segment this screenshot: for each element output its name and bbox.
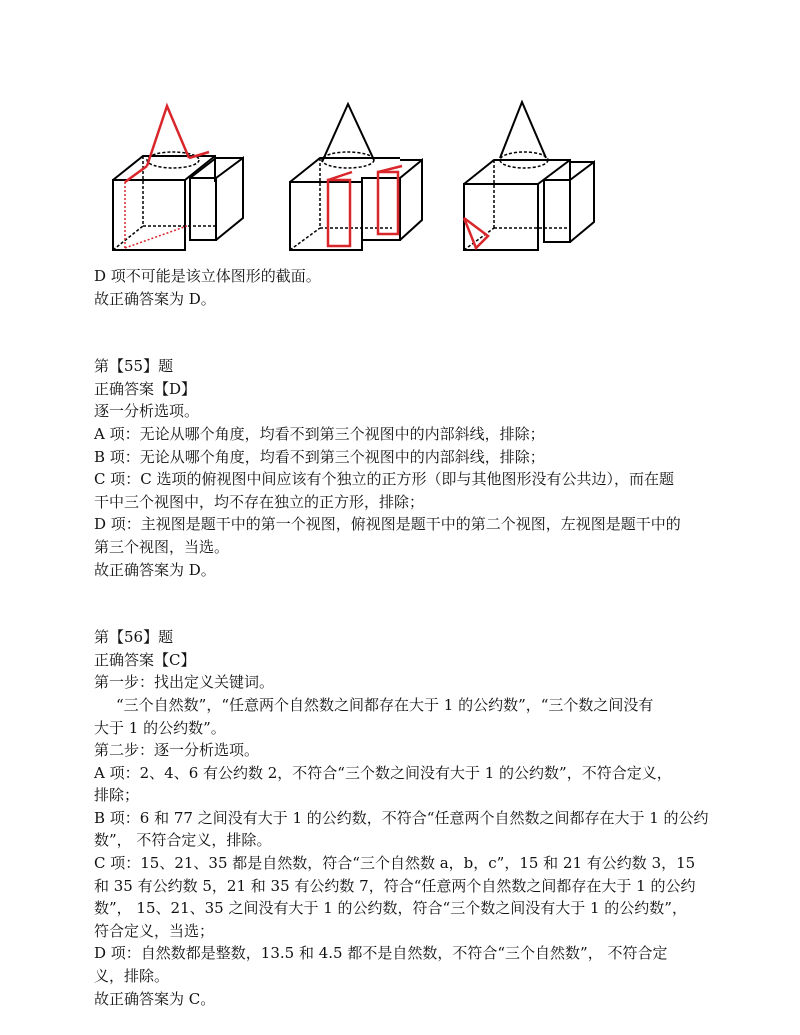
text-line: 符合定义，当选； <box>94 921 215 940</box>
text-line: 干中三个视图中，均不存在独立的正方形，排除； <box>94 492 425 511</box>
option-b-analysis: B 项：无论从哪个角度，均看不到第三个视图中的内部斜线，排除； <box>94 447 545 466</box>
option-d-analysis: D 项：自然数都是整数，13.5 和 4.5 都不是自然数，不符合“三个自然数”， 不符合定 <box>94 944 668 963</box>
figure-3 <box>458 100 618 260</box>
text-line: 数”， 不符合定义，排除。 <box>94 831 272 850</box>
figure-1 <box>105 100 265 260</box>
question-55-answer: 正确答案【D】 <box>94 379 197 398</box>
answer-text <box>94 265 714 1010</box>
question-56-title: 第【56】题 <box>94 628 174 647</box>
question-55-title: 第【55】题 <box>94 357 174 376</box>
option-c-analysis: C 项：C 选项的俯视图中间应该有个独立的正方形（即与其他图形没有公共边），而在题 <box>94 470 674 489</box>
text-line: 逐一分析选项。 <box>94 402 200 421</box>
step-two: 第二步：逐一分析选项。 <box>94 741 260 760</box>
option-c-analysis: C 项：15、21、35 都是自然数，符合“三个自然数 a，b，c”，15 和 21 有公约数 3，15 <box>94 854 696 873</box>
option-a-analysis: A 项：无论从哪个角度，均看不到第三个视图中的内部斜线，排除； <box>94 424 545 443</box>
text-line: 和 35 有公约数 5，21 和 35 有公约数 7，符合“任意两个自然数之间都存在大于 1 的公约 <box>94 876 696 895</box>
text-line: 数”， 15、21、35 之间没有大于 1 的公约数，符合“三个数之间没有大于 1 的公约数”， <box>94 899 687 918</box>
text-line: 大于 1 的公约数”。 <box>94 718 226 737</box>
text-line: 义，排除。 <box>94 967 170 986</box>
option-b-analysis: B 项：6 和 77 之间没有大于 1 的公约数，不符合“任意两个自然数之间都存在大于 1 的公约 <box>94 808 709 827</box>
figure-2 <box>282 100 442 260</box>
figure-row <box>100 100 700 260</box>
keywords-line: “三个自然数”，“任意两个自然数之间都存在大于 1 的公约数”，“三个数之间没有 <box>116 695 654 714</box>
option-d-analysis: D 项：主视图是题干中的第一个视图，俯视图是题干中的第二个视图，左视图是题干中的 <box>94 515 681 534</box>
option-a-analysis: A 项：2、4、6 有公约数 2，不符合“三个数之间没有大于 1 的公约数”，不符合定义， <box>94 763 672 782</box>
conclusion: 故正确答案为 C。 <box>94 989 216 1008</box>
text-line: 第三个视图，当选。 <box>94 537 230 556</box>
question-56-answer: 正确答案【C】 <box>94 650 196 669</box>
text-line: 故正确答案为 D。 <box>94 289 216 308</box>
text-line: D 项不可能是该立体图形的截面。 <box>94 267 321 285</box>
text-line: 排除； <box>94 786 140 805</box>
step-one: 第一步：找出定义关键词。 <box>94 673 275 692</box>
conclusion: 故正确答案为 D。 <box>94 560 216 579</box>
